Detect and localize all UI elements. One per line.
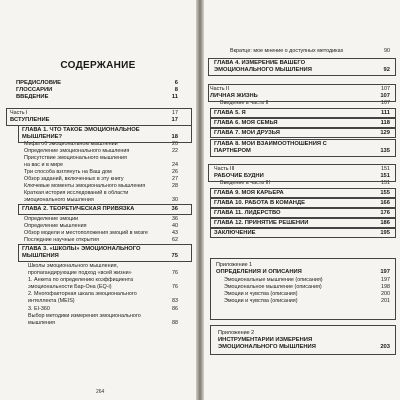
toc-page-number: 195 xyxy=(380,230,390,236)
toc-page-number: 107 xyxy=(381,86,390,92)
toc-page-number: 76 xyxy=(172,284,178,290)
toc-page-number: 151 xyxy=(381,180,390,186)
toc-page-number: 62 xyxy=(172,237,178,243)
toc-entry-text: ПРЕДИСЛОВИЕ xyxy=(16,80,62,86)
toc-entry xyxy=(28,284,178,290)
chapter-frame xyxy=(210,139,396,157)
toc-entry-text: Три способа взглянуть на Ваш дом xyxy=(24,169,112,175)
toc-entry-text: ГЛОССАРИЙ xyxy=(16,87,53,93)
toc-entry-text: Введение в часть II xyxy=(220,100,269,106)
toc-entry-text: ИНСТРУМЕНТАРИИ ИЗМЕРЕНИЯ xyxy=(218,337,313,343)
toc-page-number: 186 xyxy=(380,220,390,226)
toc-entry-text: МЫШЛЕНИЕ? xyxy=(22,134,63,140)
toc-page-number: 22 xyxy=(172,148,178,154)
chapter-frame xyxy=(210,118,396,128)
toc-entry-text: ГЛАВА 12. ПРИНЯТИЕ РЕШЕНИЙ xyxy=(214,220,309,226)
toc-page-number: 111 xyxy=(380,110,390,116)
toc-entry-text: ГЛАВА 7. МОИ ДРУЗЬЯ xyxy=(214,130,280,136)
toc-entry xyxy=(28,291,178,297)
toc-page-number: 200 xyxy=(381,291,390,297)
toc-entry-text: ГЛАВА 4. ИЗМЕРЕНИЕ ВАШЕГО xyxy=(214,60,306,66)
toc-page-number: 30 xyxy=(172,197,178,203)
toc-entry-text: пропагандирующие подход «всей жизни» xyxy=(28,270,132,276)
toc-entry-text: Введение в часть III xyxy=(220,180,271,186)
toc-page-number: 197 xyxy=(380,269,390,275)
toc-entry-text: эмоционального мышления xyxy=(24,197,94,203)
toc-entry-text: ЭМОЦИОНАЛЬНОГО МЫШЛЕНИЯ xyxy=(214,67,312,73)
chapter-frame xyxy=(208,84,396,102)
toc-entry-text: Школы эмоционального мышления, xyxy=(28,263,119,269)
toc-entry-text: Эмоции и чувства (описания) xyxy=(224,291,298,297)
toc-entry-text: Эмоциональные мышление (описания) xyxy=(224,277,323,283)
toc-page-number: 176 xyxy=(380,210,390,216)
toc-entry-text: Эмоциональное мышление (описания) xyxy=(224,284,322,290)
toc-entry-text: МЫШЛЕНИЯ xyxy=(22,253,59,259)
toc-entry-text: Определение эмоционального мышления xyxy=(24,148,130,154)
toc-entry-text: ВВЕДЕНИЕ xyxy=(16,94,49,100)
toc-page-number: 197 xyxy=(381,277,390,283)
toc-entry-text: 2. Многофакторная шкала эмоционального xyxy=(28,291,137,297)
toc-entry-text: ГЛАВА 3. «ШКОЛЫ» ЭМОЦИОНАЛЬНОГО xyxy=(22,246,141,252)
chapter-frame xyxy=(208,58,396,76)
toc-entry-text: Присутствие эмоционального мышления xyxy=(24,155,127,161)
toc-entry xyxy=(24,197,178,203)
toc-page-number: 43 xyxy=(172,230,178,236)
toc-page-number: 24 xyxy=(172,162,178,168)
toc-entry-text: Определение мышления xyxy=(24,223,87,229)
toc-page-number: 135 xyxy=(380,148,390,154)
book-gutter xyxy=(196,0,204,400)
toc-page-number: 201 xyxy=(381,298,390,304)
toc-entry-text: Приложение 1 xyxy=(216,262,253,268)
toc-entry xyxy=(28,270,178,276)
left-page xyxy=(0,0,196,400)
toc-page-number: 6 xyxy=(174,80,178,86)
toc-entry xyxy=(24,223,178,229)
toc-entry-text: эмоциональности Бар-Она (EQ-i) xyxy=(28,284,112,290)
toc-entry-text: ГЛАВА 9. МОЯ КАРЬЕРА xyxy=(214,190,284,196)
toc-entry-text: ГЛАВА 2. ТЕОРЕТИЧЕСКАЯ ПРИВЯЗКА xyxy=(22,206,135,212)
toc-entry-text: Определение эмоции xyxy=(24,216,79,222)
toc-entry xyxy=(230,48,390,54)
toc-entry-text: мышления xyxy=(28,320,55,326)
toc-page-number: 151 xyxy=(380,173,390,179)
toc-entry-text: Краткая история исследований в области xyxy=(24,190,129,196)
toc-entry-text: на вас и в мире xyxy=(24,162,64,168)
chapter-frame xyxy=(210,208,396,218)
toc-entry xyxy=(28,320,178,326)
toc-entry-text: ЛИЧНАЯ ЖИЗНЬ xyxy=(210,93,258,99)
chapter-frame xyxy=(210,325,396,355)
toc-entry-text: ГЛАВА 10. РАБОТА В КОМАНДЕ xyxy=(214,200,305,206)
toc-entry-text: Часть I xyxy=(10,110,28,116)
toc-entry xyxy=(24,183,178,189)
toc-entry-text: Часть II xyxy=(210,86,230,92)
toc-entry xyxy=(16,80,178,86)
toc-entry-text: ВСТУПЛЕНИЕ xyxy=(10,117,50,123)
toc-entry xyxy=(16,87,178,93)
chapter-frame xyxy=(18,204,192,215)
toc-page-number: 151 xyxy=(381,166,390,172)
toc-page-number: 88 xyxy=(172,320,178,326)
toc-entry-text: 1. Анкета по определению коэффициента xyxy=(28,277,134,283)
toc-page-number: 36 xyxy=(172,216,178,222)
toc-entry-text: ЗАКЛЮЧЕНИЕ xyxy=(214,230,256,236)
toc-page-number: 36 xyxy=(171,206,178,212)
toc-entry-text: ГЛАВА 8. МОИ ВЗАИМООТНОШЕНИЯ С xyxy=(214,141,327,147)
toc-page-number: 11 xyxy=(171,94,178,100)
toc-entry-text: РАБОЧИЕ БУДНИ xyxy=(214,173,264,179)
chapter-frame xyxy=(210,188,396,198)
toc-entry-text: ГЛАВА 1. ЧТО ТАКОЕ ЭМОЦИОНАЛЬНОЕ xyxy=(22,127,140,133)
chapter-frame xyxy=(210,258,396,320)
toc-page-number: 17 xyxy=(172,110,178,116)
toc-page-number: 166 xyxy=(380,200,390,206)
chapter-frame xyxy=(18,125,192,143)
right-page xyxy=(204,0,400,400)
toc-page-number: 17 xyxy=(171,117,178,123)
toc-entry-text: ГЛАВА 11. ЛИДЕРСТВО xyxy=(214,210,281,216)
chapter-frame xyxy=(210,228,396,238)
toc-entry-text: 3. EI-360 xyxy=(28,306,50,312)
toc-page-number: 75 xyxy=(171,253,178,259)
toc-entry-text: ЭМОЦИОНАЛЬНОГО МЫШЛЕНИЯ xyxy=(218,344,316,350)
chapter-frame xyxy=(210,128,396,138)
page-number: 264 xyxy=(96,389,105,395)
toc-page-number: 40 xyxy=(172,223,178,229)
toc-page-number: 203 xyxy=(380,344,390,350)
toc-entry-text: Ключевые моменты эмоционального мышления xyxy=(24,183,146,189)
toc-entry xyxy=(24,148,178,154)
toc-entry xyxy=(24,155,178,161)
toc-entry xyxy=(24,162,178,168)
toc-entry xyxy=(24,169,178,175)
toc-entry-text: Мифы об эмоциональном мышлении xyxy=(24,141,118,147)
chapter-frame xyxy=(210,218,396,228)
toc-entry-text: Вкратце: мое мнение о доступных методиках xyxy=(230,48,344,54)
toc-page-number: 18 xyxy=(171,134,178,140)
toc-page-number: 27 xyxy=(172,176,178,182)
chapter-frame xyxy=(6,108,192,126)
toc-entry xyxy=(28,306,178,312)
chapter-frame xyxy=(210,198,396,208)
toc-page-number: 90 xyxy=(384,48,390,54)
toc-entry xyxy=(28,298,178,304)
toc-entry-text: ОПРЕДЕЛЕНИЯ И ОПИСАНИЯ xyxy=(216,269,302,275)
toc-entry-text: Обзор заданий, включенных в эту книгу xyxy=(24,176,124,182)
toc-entry-text: интеллекта (MEIS) xyxy=(28,298,75,304)
toc-page-number: 26 xyxy=(172,169,178,175)
toc-entry xyxy=(16,94,178,100)
toc-entry-text: Последние научные открытия xyxy=(24,237,99,243)
toc-title: СОДЕРЖАНИЕ xyxy=(60,60,136,71)
toc-page-number: 20 xyxy=(172,141,178,147)
toc-page-number: 155 xyxy=(380,190,390,196)
toc-page-number: 8 xyxy=(174,87,178,93)
toc-entry xyxy=(24,230,178,236)
chapter-frame xyxy=(208,164,396,182)
toc-entry-text: Приложение 2 xyxy=(218,330,255,336)
toc-page-number: 92 xyxy=(383,67,390,73)
toc-entry xyxy=(24,237,178,243)
toc-entry-text: Выбор методики измерения эмоционального xyxy=(28,313,141,319)
toc-entry-text: Обзор модели и местоположения эмоций в мозге xyxy=(24,230,148,236)
toc-entry-text: ПАРТНЕРОМ xyxy=(214,148,251,154)
toc-page-number: 107 xyxy=(381,100,390,106)
chapter-frame xyxy=(18,244,192,262)
toc-entry-text: ГЛАВА 5. Я xyxy=(214,110,246,116)
toc-entry xyxy=(24,216,178,222)
toc-page-number: 28 xyxy=(172,183,178,189)
toc-page-number: 86 xyxy=(172,306,178,312)
toc-entry xyxy=(24,176,178,182)
toc-page-number: 198 xyxy=(381,284,390,290)
toc-page-number: 83 xyxy=(172,298,178,304)
toc-entry xyxy=(28,263,178,269)
toc-page-number: 76 xyxy=(172,270,178,276)
toc-entry xyxy=(24,190,178,196)
toc-entry-text: Эмоции и чувства (описания) xyxy=(224,298,298,304)
toc-entry xyxy=(28,313,178,319)
toc-entry-text: ГЛАВА 6. МОЯ СЕМЬЯ xyxy=(214,120,278,126)
chapter-frame xyxy=(210,108,396,118)
toc-page-number: 129 xyxy=(380,130,390,136)
toc-page-number: 107 xyxy=(380,93,390,99)
toc-entry xyxy=(28,277,178,283)
toc-page-number: 118 xyxy=(380,120,390,126)
toc-entry-text: Часть III xyxy=(214,166,235,172)
